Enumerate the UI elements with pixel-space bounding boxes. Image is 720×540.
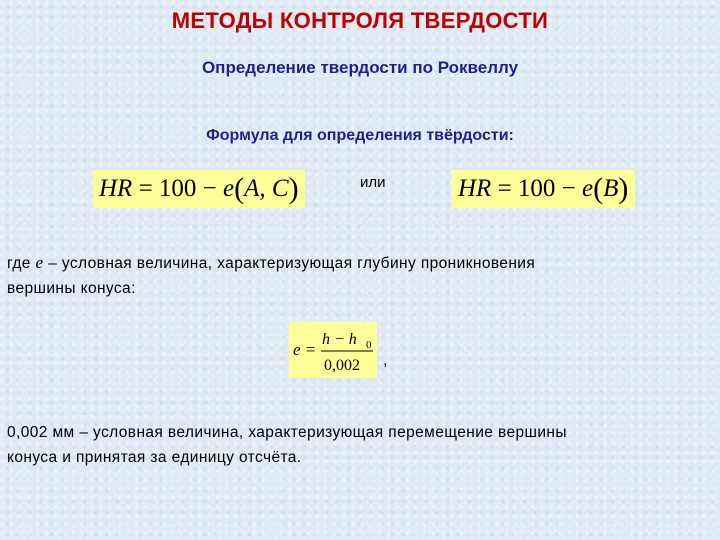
formula-hr-b: [452, 170, 635, 208]
paren-open: (: [593, 172, 604, 205]
formula-hr-lhs: HR: [458, 175, 492, 202]
unit-line-2: конуса и принятая за единицу отсчёта.: [7, 449, 302, 466]
word-where: где: [7, 255, 36, 272]
formula-hr-ac: [93, 170, 305, 208]
definition-text: – условная величина, характеризующая глубину проникновения: [43, 255, 536, 272]
formula-args: B: [603, 175, 619, 202]
slide-title: МЕТОДЫ КОНТРОЛЯ ТВЕРДОСТИ: [171, 8, 549, 33]
fraction-lhs: e =: [293, 340, 317, 359]
definition-line-2: вершины конуса:: [7, 280, 136, 297]
unit-line-1: 0,002 мм – условная величина, характеризующая перемещение вершины: [7, 424, 567, 441]
comma: ,: [383, 352, 388, 369]
fraction-numerator: h − h: [322, 331, 357, 348]
paren-open: (: [234, 172, 245, 205]
fraction-subscript: 0: [366, 339, 372, 351]
formula-hr-eq: = 100 −: [491, 175, 583, 202]
formula-args: A, C: [244, 175, 289, 202]
paren-close: ): [288, 172, 299, 205]
paren-close: ): [618, 172, 629, 205]
formula-hr-eq: = 100 −: [132, 175, 224, 202]
definition-paragraph-e: [7, 250, 707, 301]
or-word: или: [360, 174, 386, 191]
definition-paragraph-unit: [7, 420, 707, 470]
symbol-e: e: [35, 253, 44, 272]
slide-subtitle: Определение твердости по Роквеллу: [201, 58, 519, 77]
formula-e-symbol: e: [223, 175, 235, 202]
fraction-denominator: 0,002: [324, 357, 360, 374]
formula-label: Формула для определения твёрдости:: [206, 127, 514, 144]
formula-e-fraction: [289, 322, 377, 378]
formula-e-symbol: e: [582, 175, 594, 202]
definition-line-1: [7, 250, 707, 276]
formula-hr-lhs: HR: [99, 175, 133, 202]
